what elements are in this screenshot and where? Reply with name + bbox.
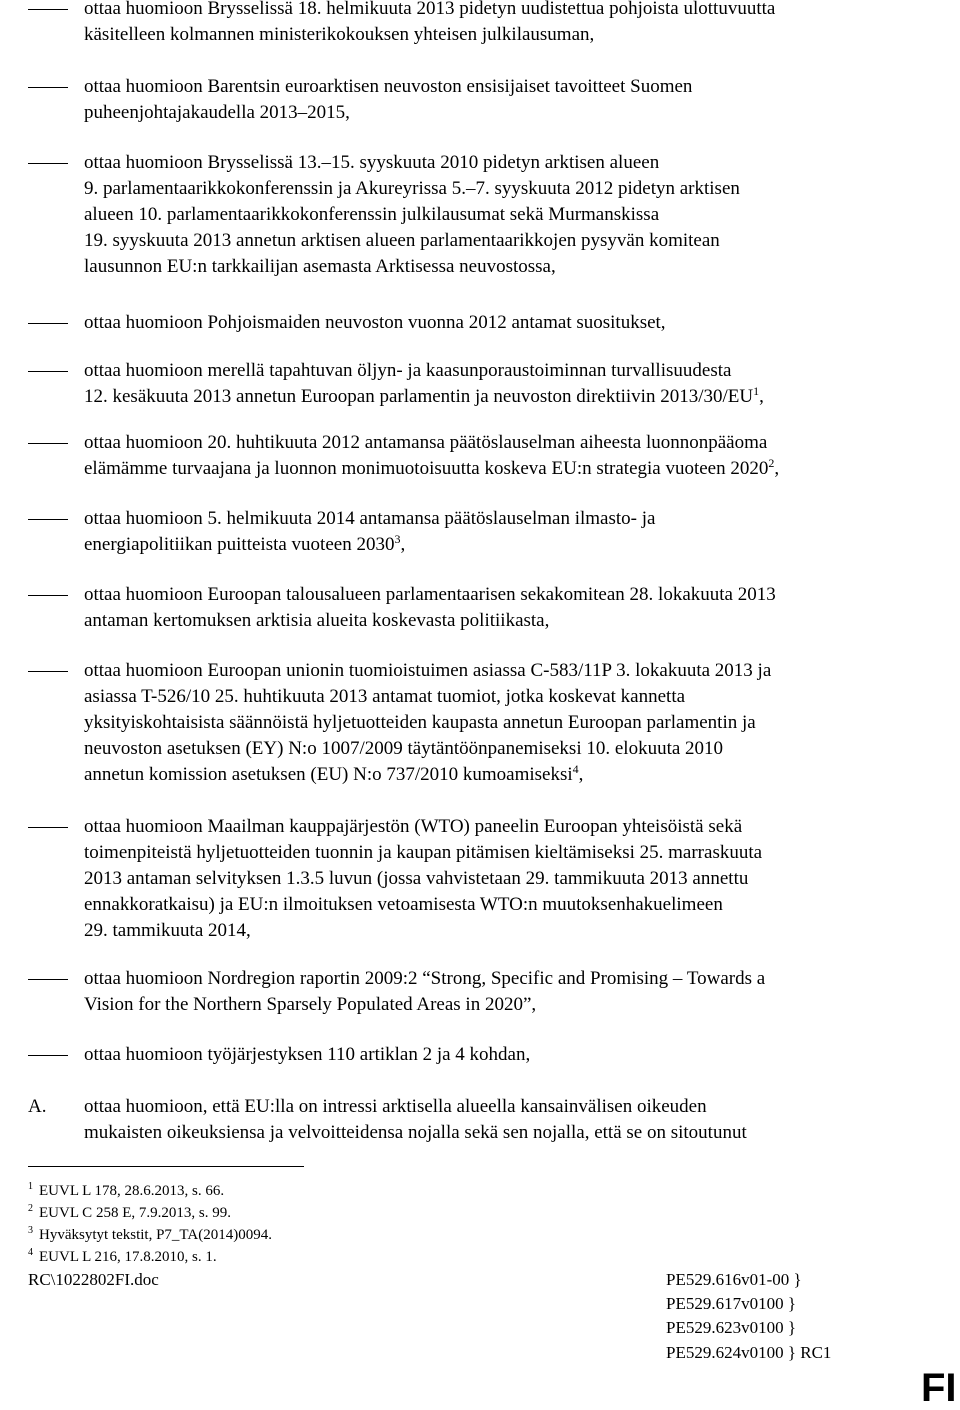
pe-reference: PE529.623v0100 } xyxy=(666,1318,796,1337)
recital-text: ottaa huomioon Barentsin euroarktisen neuvoston ensisijaiset tavoitteet Suomen puheenjohtajakaudella 2013–2015, xyxy=(84,76,693,123)
recital-text: ottaa huomioon Euroopan talousalueen parlamentaarisen sekakomitean 28. lokakuuta 2013 antaman kertomuksen arktisia alueita koskevasta politiikasta, xyxy=(84,584,776,631)
pe-reference: PE529.617v0100 } xyxy=(666,1294,796,1313)
dash-bullet xyxy=(28,87,68,88)
recital-text: ottaa huomioon merellä tapahtuvan öljyn- ja kaasunporaustoiminnan turvallisuudesta 12. kesäkuuta 2013 annetun Euroopan parlamentin ja neuvoston direktiivin $2013/30/EU^1$, xyxy=(84,360,764,407)
recital-text: ottaa huomioon työjärjestyksen 110 artiklan 2 ja 4 kohdan, xyxy=(84,1044,531,1065)
recital-letter: A. xyxy=(28,1096,47,1117)
pe-reference: PE529.624v0100 } RC1 xyxy=(666,1343,832,1362)
recital-text: ottaa huomioon, että EU:lla on intressi arktisella alueella kansainvälisen oikeuden mukaisten oikeuksiensa ja velvoitteidensa nojalla sekä sen nojalla, että se on sitoutunut xyxy=(84,1096,747,1143)
footnote-reference: 4 xyxy=(572,762,579,776)
recital-text: ottaa huomioon 20. huhtikuuta 2012 antamansa päätöslauselman aiheesta luonnonpääoma elämämme turvaajana ja luonnon monimuotoisuutta koskeva EU:n strategia vuoteen 2020$^2$, xyxy=(84,432,780,479)
document-reference: RC\1022802FI.doc xyxy=(28,1270,159,1289)
footnote-reference: 2 xyxy=(768,456,775,470)
footnote: $^4$ EUVL L 216, 17.8.2010, s. 1. xyxy=(28,1247,217,1265)
recital-text: ottaa huomioon Pohjoismaiden neuvoston vuonna 2012 antamat suositukset, xyxy=(84,312,666,333)
footnote-reference: 1 xyxy=(753,384,760,398)
dash-bullet xyxy=(28,979,68,980)
dash-bullet xyxy=(28,519,68,520)
pe-reference: PE529.616v01-00 } xyxy=(666,1270,802,1289)
recital-text: ottaa huomioon 5. helmikuuta 2014 antamansa päätöslauselman ilmasto- ja energiapolitiikan puitteista vuoteen 2030$^3$, xyxy=(84,508,656,555)
recital-text: ottaa huomioon Maailman kauppajärjestön (WTO) paneelin Euroopan yhteisöistä sekä toimenpiteistä hyljetuotteiden tuonnin ja kaupan pitämisen kieltämiseksi 25. marraskuuta 2013 antaman selvityksen 1.3.5 luvun (jossa vahvistetaan 29. tammikuuta 2013 annettu ennakkoratkaisu) ja EU:n ilmoituksen vetoamisesta WTO:n muutoksenhakuelimeen 29. tammikuuta 2014, xyxy=(84,816,763,941)
footnote: $^3$ Hyväksytyt tekstit, P7_TA(2014)0094. xyxy=(28,1225,272,1243)
dash-bullet xyxy=(28,163,68,164)
dash-bullet xyxy=(28,323,68,324)
recital-text: ottaa huomioon Brysselissä 18. helmikuuta 2013 pidetyn uudistettua pohjoista ulottuvuutta käsitelleen kolmannen ministerikokouksen yhteisen julkilausuman, xyxy=(84,0,776,45)
dash-bullet xyxy=(28,1055,68,1056)
dash-bullet xyxy=(28,9,68,10)
footnote-separator xyxy=(28,1166,304,1167)
dash-bullet xyxy=(28,371,68,372)
recital-text: ottaa huomioon Euroopan unionin tuomioistuimen asiassa C-583/11P 3. lokakuuta 2013 ja asiassa T-526/10 25. huhtikuuta 2013 antamat tuomiot, jotka koskevat kannetta yksityiskohtaisista säännöistä hyljetuotteiden kaupasta annetun Euroopan parlamentin ja neuvoston asetuksen (EY) N:o 1007/2009 täytäntöönpanemiseksi 10. elokuuta 2010 annetun komission asetuksen (EU) N:o 737/2010 kumoamiseksi$^4$, xyxy=(84,660,772,785)
dash-bullet xyxy=(28,595,68,596)
dash-bullet xyxy=(28,827,68,828)
language-code: FI xyxy=(921,1366,957,1410)
footnote: $^2$ EUVL C 258 E, 7.9.2013, s. 99. xyxy=(28,1203,231,1221)
footnote: $^1$ EUVL L 178, 28.6.2013, s. 66. xyxy=(28,1181,225,1199)
dash-bullet xyxy=(28,443,68,444)
recital-text: ottaa huomioon Nordregion raportin 2009:2 “Strong, Specific and Promising – Towards a Vision for the Northern Sparsely Populated Areas in 2020”, xyxy=(84,968,766,1015)
footnote-reference: 3 xyxy=(394,532,401,546)
dash-bullet xyxy=(28,671,68,672)
recital-text: ottaa huomioon Brysselissä 13.–15. syyskuuta 2010 pidetyn arktisen alueen 9. parlamentaarikkokonferenssin ja Akureyrissa 5.–7. syyskuuta 2012 pidetyn arktisen alueen 10. parlamentaarikkokonferenssin julkilausumat sekä Murmanskissa 19. syyskuuta 2013 annetun arktisen alueen parlamentaarikkojen pysyvän komitean lausunnon EU:n tarkkailijan asemasta Arktisessa neuvostossa, xyxy=(84,152,740,277)
